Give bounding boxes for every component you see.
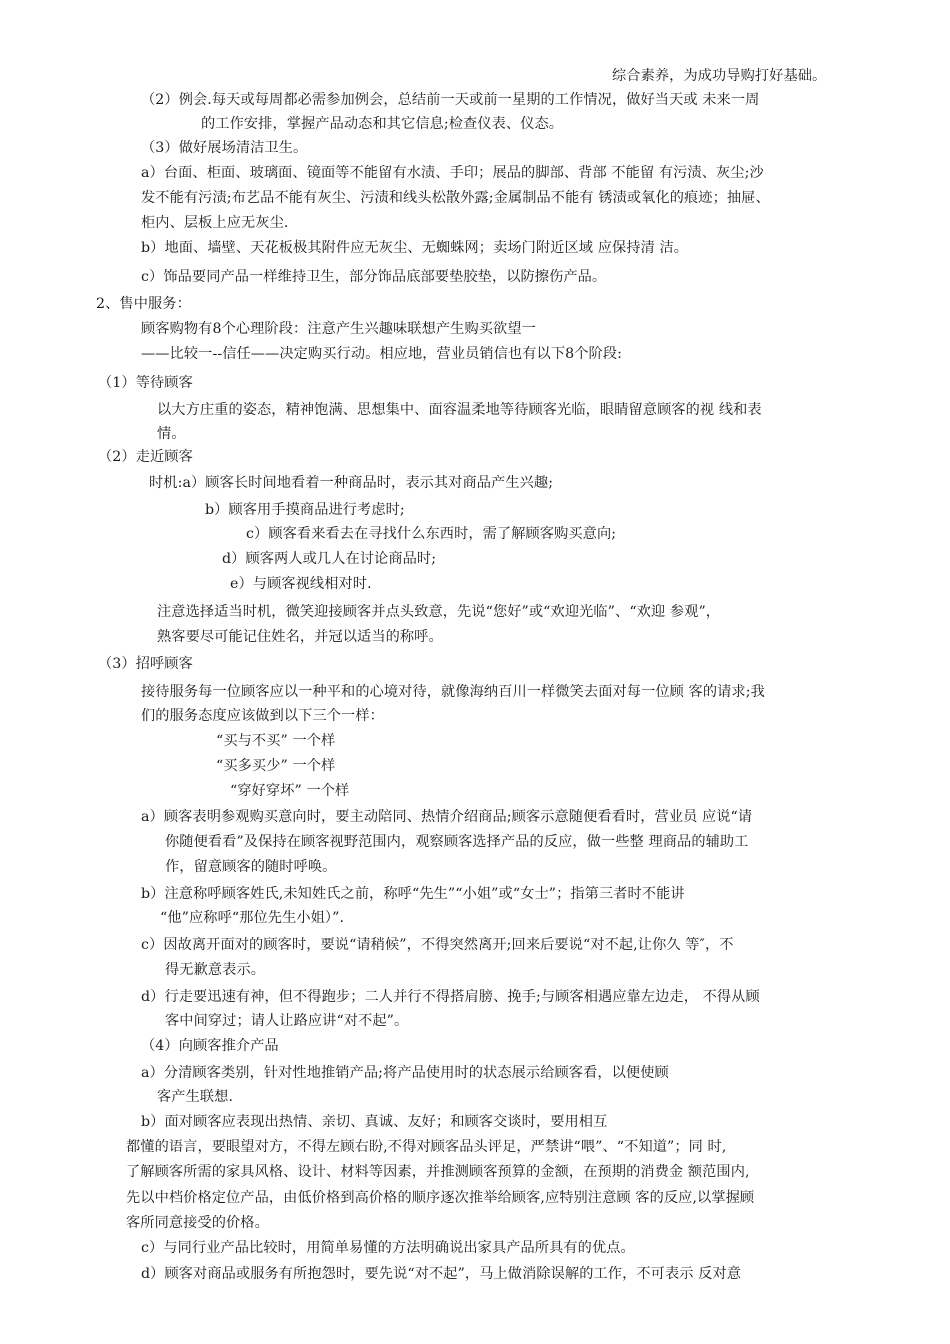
text-line: 以大方庄重的姿态，精神饱满、思想集中、面容温柔地等待顾客光临，眼睛留意顾客的视 线和表 (157, 402, 762, 418)
subsection-heading: （4）向顾客推介产品 (141, 1038, 279, 1054)
text-line: a）顾客表明参观购买意向时，要主动陪同、热情介绍商品;顾客示意随便看看时，营业员 应说“请 (141, 809, 753, 825)
text-line: 客所同意接受的价格。 (126, 1215, 269, 1231)
text-line: （3）做好展场清洁卫生。 (141, 140, 308, 156)
subsection-heading: （3）招呼顾客 (98, 656, 193, 672)
text-line: d）顾客对商品或服务有所抱怨时，要先说“对不起”，马上做消除误解的工作，不可表示 反对意 (141, 1266, 742, 1282)
text-line: c）因故离开面对的顾客时，要说“请稍候”，不得突然离开;回来后要说“对不起,让你久 等″，不 (141, 937, 734, 953)
text-line: 柜内、层板上应无灰尘. (141, 215, 289, 231)
text-line: 都懂的语言，要眼望对方，不得左顾右盼,不得对顾客品头评足，严禁讲“喂”、“不知道”；同 时, (126, 1139, 727, 1155)
text-line: 综合素养，为成功导购打好基础。 (612, 68, 827, 84)
text-line: c）与同行业产品比较时，用简单易懂的方法明确说出家具产品所具有的优点。 (141, 1240, 635, 1256)
text-line: b）注意称呼顾客姓氏,未知姓氏之前，称呼“先生”“小姐”或“女士”；指第三者时不能讲 (141, 886, 685, 902)
text-line: “他”应称呼“那位先生小姐）”. (160, 910, 345, 926)
text-line: 得无歉意表示。 (165, 962, 266, 978)
text-line: 们的服务态度应该做到以下三个一样： (141, 708, 384, 724)
subsection-heading: （2）走近顾客 (98, 449, 193, 465)
text-line: 发不能有污渍;布艺品不能有灰尘、污渍和线头松散外露;金属制品不能有 锈渍或氧化的痕迹；抽屉、 (141, 190, 770, 206)
text-line: 客中间穿过；请人让路应讲“对不起”。 (165, 1013, 409, 1029)
text-line: d）行走要迅速有神，但不得跑步；二人并行不得搭肩膀、挽手;与顾客相遇应靠左边走， 不得从顾 (141, 989, 760, 1005)
text-line: “买与不买” 一个样 (216, 733, 336, 749)
text-line: 顾客购物有8个心理阶段：注意产生兴趣味联想产生购买欲望一 (141, 321, 536, 337)
text-line: ——比较一--信任——决定购买行动。相应地，营业员销信也有以下8个阶段: (141, 346, 622, 362)
subsection-heading: （1）等待顾客 (98, 375, 193, 391)
text-line: 先以中档价格定位产品，由低价格到高价格的顺序逐次推举给顾客,应特别注意顾 客的反应,以掌握顾 (126, 1190, 755, 1206)
text-line: 时机:a）顾客长时间地看着一种商品时，表示其对商品产生兴趣; (149, 475, 554, 491)
text-line: “穿好穿坏” 一个样 (230, 783, 350, 799)
text-line: c）饰品要同产品一样维持卫生，部分饰品底部要垫胶垫，以防擦伤产品。 (141, 269, 607, 285)
text-line: 了解顾客所需的家具风格、设计、材料等因素，并推测顾客预算的金额，在预期的消费金 额范围内, (126, 1164, 750, 1180)
text-line: （2）例会.每天或每周都必需参加例会，总结前一天或前一星期的工作情况，做好当天或 未来一周 (141, 92, 760, 108)
text-line: c）顾客看来看去在寻找什么东西时，需了解顾客购买意向; (246, 526, 617, 542)
text-line: b）顾客用手摸商品进行考虑时; (205, 502, 405, 518)
text-line: a）分清顾客类别，针对性地推销产品;将产品使用时的状态展示给顾客看，以便使顾 (141, 1065, 669, 1081)
text-line: e）与顾客视线相对时. (230, 576, 372, 592)
text-line: 熟客要尽可能记住姓名，并冠以适当的称呼。 (157, 629, 443, 645)
text-line: 接待服务每一位顾客应以一种平和的心境对待，就像海纳百川一样微笑去面对每一位顾 客的请求;我 (141, 684, 765, 700)
text-line: 情。 (157, 426, 186, 442)
text-line: “买多买少” 一个样 (216, 758, 336, 774)
text-line: 客产生联想. (157, 1089, 234, 1105)
text-line: 你随便看看”及保持在顾客视野范围内，观察顾客选择产品的反应，做一些整 理商品的辅助工 (165, 834, 749, 850)
text-line: d）顾客两人或几人在讨论商品时; (222, 551, 437, 567)
text-line: 的工作安排，掌握产品动态和其它信息;检查仪表、仪态。 (201, 116, 564, 132)
text-line: b）地面、墙壁、天花板极其附件应无灰尘、无蜘蛛网；卖场门附近区域 应保持清 洁。 (141, 240, 689, 256)
text-line: 注意选择适当时机，微笑迎接顾客并点头致意，先说“您好”或“欢迎光临”、“欢迎 参观”， (157, 604, 721, 620)
text-line: 作，留意顾客的随时呼唤。 (165, 859, 337, 875)
section-heading: 2、售中服务： (96, 296, 191, 312)
text-line: a）台面、柜面、玻璃面、镜面等不能留有水渍、手印；展品的脚部、背部 不能留 有污渍、灰尘;沙 (141, 165, 764, 181)
text-line: b）面对顾客应表现出热情、亲切、真诚、友好；和顾客交谈时，要用相互 (141, 1114, 608, 1130)
